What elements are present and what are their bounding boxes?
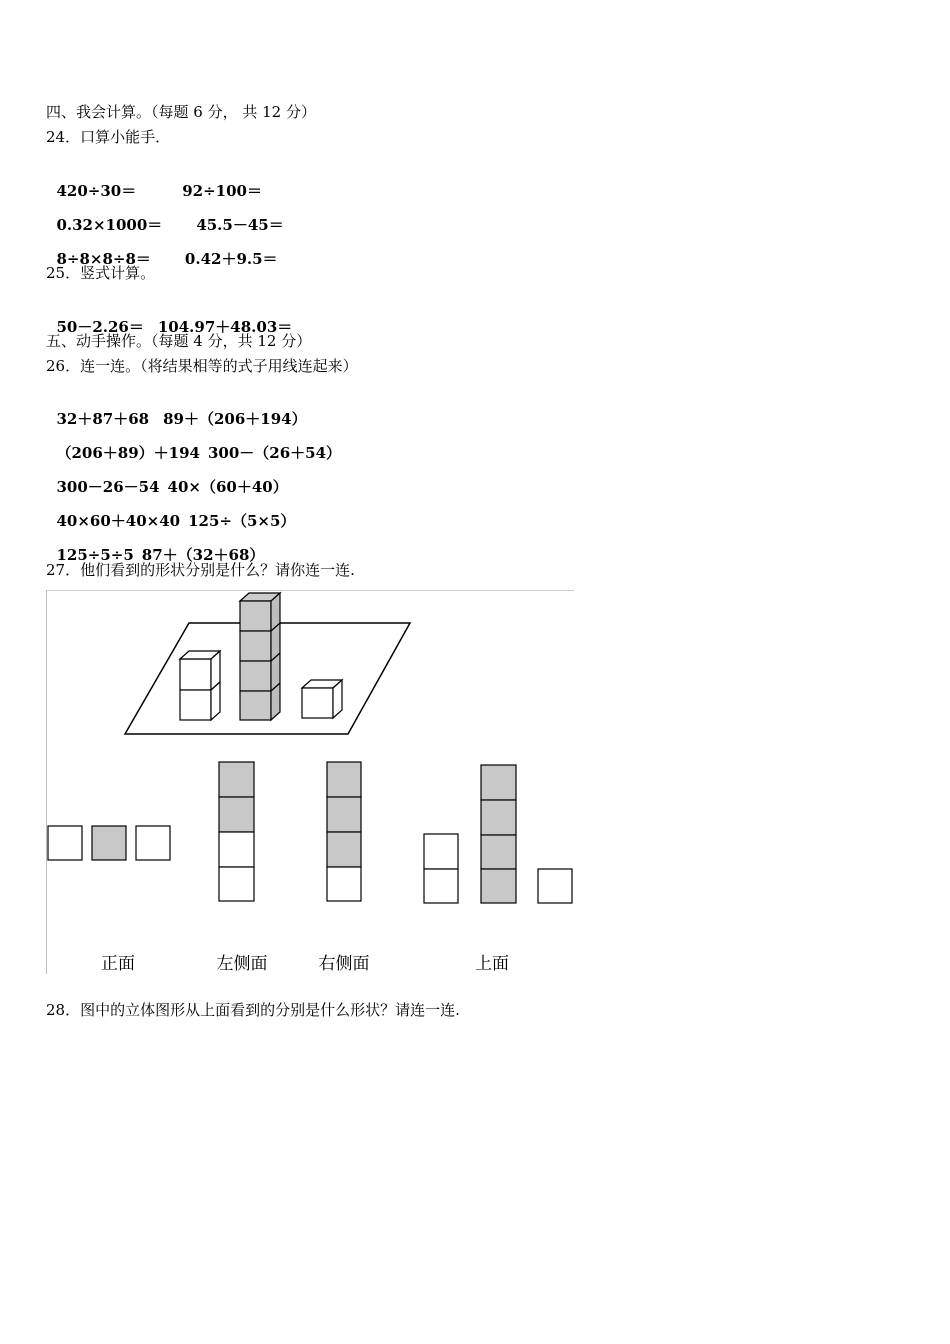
q27-figure [46, 590, 574, 974]
q24-title: 24．口算小能手． [46, 128, 171, 146]
q26-expr: 125÷5÷5 [56, 546, 134, 564]
q27-title: 27．他们看到的形状分别是什么？请你连一连. [46, 561, 355, 579]
caption-left-side: 左侧面 [216, 954, 268, 974]
q26-expr: 40×60＋40×40 [56, 512, 181, 530]
q26-expr: 300－26－54 [56, 478, 160, 496]
view-square [219, 762, 254, 797]
view-square [92, 826, 126, 860]
q26-expr: 32＋87＋68 [56, 410, 150, 428]
caption-top: 上面 [475, 954, 509, 974]
view-square [481, 835, 516, 869]
view-option-front [48, 826, 170, 860]
view-square [481, 765, 516, 800]
section5-heading: 五、动手操作。（每题 4 分，共 12 分） [46, 332, 312, 350]
q24-expr: 0.42＋9.5＝ [184, 250, 278, 268]
view-square [481, 869, 516, 903]
view-option-right [327, 762, 361, 901]
caption-right-side: 右侧面 [318, 954, 370, 974]
cube [240, 631, 271, 661]
q25-expr: 50－2.26＝ [56, 318, 144, 336]
view-option-top [424, 765, 572, 903]
view-square [538, 869, 572, 903]
q24-expr: 8÷8×8÷8＝ [56, 250, 151, 268]
view-square [48, 826, 82, 860]
cube [240, 661, 271, 691]
q26-title: 26．连一连。（将结果相等的式子用线连起来） [46, 357, 358, 375]
view-square [327, 762, 361, 797]
caption-front: 正面 [101, 954, 135, 974]
q25-expr: 104.97＋48.03＝ [157, 318, 293, 336]
q28-title: 28．图中的立体图形从上面看到的分别是什么形状？请连一连. [46, 1001, 460, 1019]
q26-expr: 87＋（32＋68） [141, 546, 265, 564]
section4-heading: 四、我会计算。（每题 6 分， 共 12 分） [46, 103, 316, 121]
view-square [219, 832, 254, 867]
view-square [327, 867, 361, 901]
right-cube [302, 680, 342, 718]
view-square [219, 797, 254, 832]
q24-expr: 92÷100＝ [182, 182, 262, 200]
q26-expr: 40×（60＋40） [167, 478, 288, 496]
cube [180, 659, 211, 690]
q25-title: 25．竖式计算。 [46, 264, 156, 282]
cube [180, 690, 211, 720]
view-option-left [219, 762, 254, 901]
cube [240, 691, 271, 720]
q24-expr: 45.5－45＝ [196, 216, 284, 234]
view-square [481, 800, 516, 835]
view-square [327, 832, 361, 867]
q24-expr: 420÷30＝ [56, 182, 137, 200]
q26-expr: 300－（26＋54） [207, 444, 342, 462]
view-square [424, 869, 458, 903]
view-square [219, 867, 254, 901]
middle-cube-stack [240, 593, 280, 720]
q26-row-5 [46, 525, 264, 565]
q26-expr: （206＋89）＋194 [56, 444, 200, 462]
view-square [327, 797, 361, 832]
q26-expr: 125÷（5×5） [188, 512, 296, 530]
q24-expr: 0.32×1000＝ [56, 216, 163, 234]
cube [240, 601, 271, 631]
view-square [424, 834, 458, 869]
left-cube-stack [180, 651, 220, 720]
cube [302, 688, 333, 718]
view-square [136, 826, 170, 860]
q26-expr: 89＋（206＋194） [163, 410, 307, 428]
